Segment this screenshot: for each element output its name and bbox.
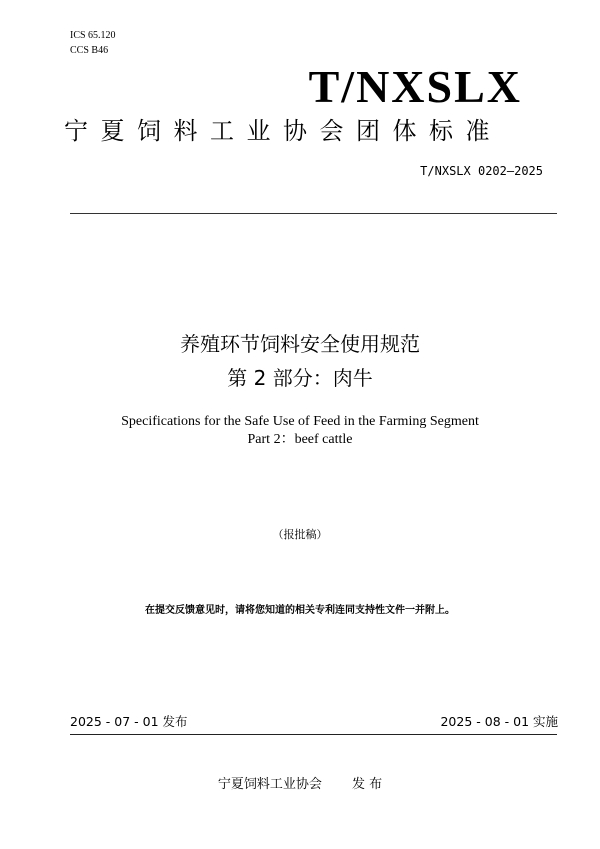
title-cn-line2: 第 2 部分：肉牛 [227,366,373,390]
top-divider [70,213,557,214]
title-en-line2: Part 2：beef cattle [247,432,353,447]
issuer-line [0,776,600,794]
issuer-action: 发 布 [351,777,383,792]
patent-notice: 在提交反馈意见时，请将您知道的相关专利连同支持性文件一并附上。 [145,605,455,616]
org-standard-title: 宁夏饲料工业协会团体标准 [64,117,502,145]
bottom-divider [70,734,557,735]
draft-status: （报批稿） [272,528,328,541]
title-en-line1: Specifications for the Safe Use of Feed in the Farming Segment [121,414,479,429]
ics-code: ICS 65.120 [70,30,116,41]
standard-brand: T/NXSLX [308,61,522,112]
issue-date: 2025 - 07 - 01 发布 [70,714,188,729]
ccs-code: CCS B46 [70,45,109,56]
standard-number: T/NXSLX 0202—2025 [420,164,543,178]
implementation-date: 2025 - 08 - 01 实施 [440,714,558,729]
title-cn-line1: 养殖环节饲料安全使用规范 [180,332,420,356]
issuer-org: 宁夏饲料工业协会 [217,777,322,792]
